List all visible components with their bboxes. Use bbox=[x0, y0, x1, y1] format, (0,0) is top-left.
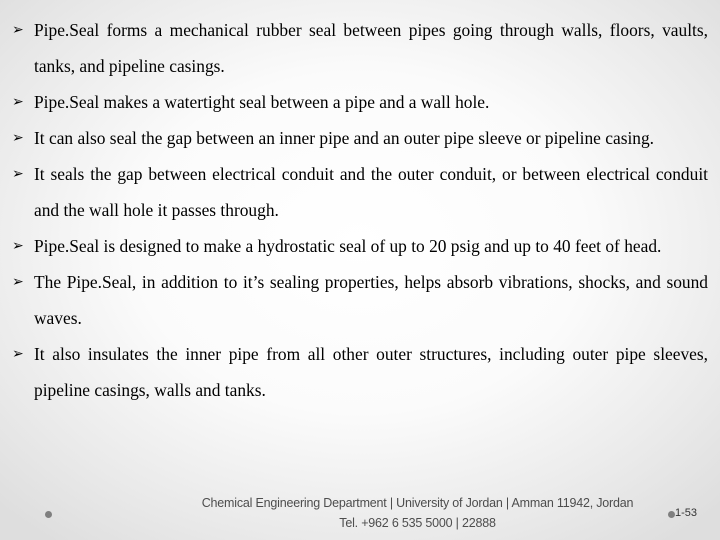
bullet-text: The Pipe.Seal, in addition to it’s sealing properties, helps absorb vibrations, shocks, and sound waves. bbox=[34, 272, 708, 328]
footer-dot-right bbox=[668, 511, 675, 518]
footer-line-phone: Tel. +962 6 535 5000 | 22888 bbox=[339, 516, 496, 530]
bullet-text: Pipe.Seal forms a mechanical rubber seal between pipes going through walls, floors, vaults, tanks, and pipeline casings. bbox=[34, 20, 708, 76]
arrow-bullet-icon: ➢ bbox=[12, 274, 24, 290]
footer bbox=[180, 493, 655, 533]
arrow-bullet-icon: ➢ bbox=[12, 346, 24, 362]
bullet-text: It also insulates the inner pipe from all other outer structures, including outer pipe sleeves, pipeline casings, walls and tanks. bbox=[34, 344, 708, 400]
arrow-bullet-icon: ➢ bbox=[12, 94, 24, 110]
bullet-text: It seals the gap between electrical conduit and the outer conduit, or between electrical conduit and the wall hole it passes through. bbox=[34, 164, 708, 220]
bullet-text: Pipe.Seal is designed to make a hydrostatic seal of up to 20 psig and up to 40 feet of head. bbox=[34, 236, 662, 256]
arrow-bullet-icon: ➢ bbox=[12, 238, 24, 254]
bullet-item bbox=[12, 12, 708, 84]
bullet-text: It can also seal the gap between an inner pipe and an outer pipe sleeve or pipeline casing. bbox=[34, 128, 655, 148]
bullet-item bbox=[12, 264, 708, 336]
footer-line-department: Chemical Engineering Department | University of Jordan | Amman 11942, Jordan bbox=[201, 496, 634, 510]
arrow-bullet-icon: ➢ bbox=[12, 130, 24, 146]
bullet-list bbox=[12, 12, 708, 408]
bullet-item bbox=[12, 336, 708, 408]
bullet-text: Pipe.Seal makes a watertight seal between a pipe and a wall hole. bbox=[34, 92, 490, 112]
bullet-item bbox=[12, 84, 708, 120]
page-number: 1-53 bbox=[675, 507, 698, 519]
arrow-bullet-icon: ➢ bbox=[12, 22, 24, 38]
footer-dot-left bbox=[45, 511, 52, 518]
bullet-item bbox=[12, 156, 708, 228]
arrow-bullet-icon: ➢ bbox=[12, 166, 24, 182]
bullet-item bbox=[12, 228, 708, 264]
bullet-item bbox=[12, 120, 708, 156]
